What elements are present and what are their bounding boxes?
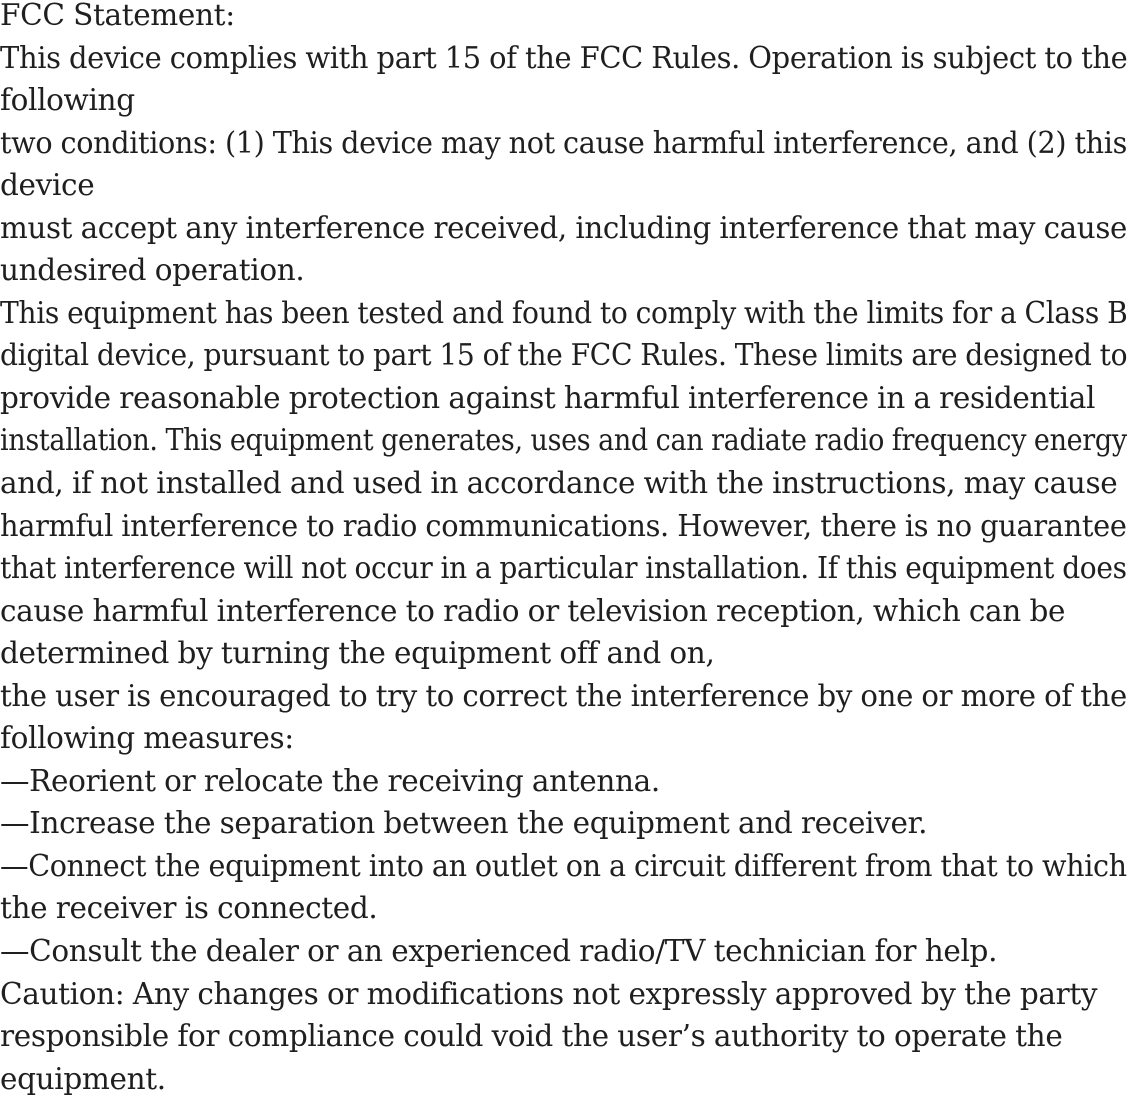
- document-heading: FCC Statement:: [0, 0, 235, 32]
- text-line: following: [0, 83, 135, 118]
- caution-line: responsible for compliance could void the user’s authority to operate the: [0, 1019, 1063, 1054]
- text-line: following measures:: [0, 721, 294, 756]
- text-line: harmful interference to radio communications. However, there is no guarantee: [0, 508, 1127, 543]
- caution-line: Caution: Any changes or modifications not expressly approved by the party: [0, 976, 1098, 1011]
- text-line: provide reasonable protection against harmful interference in a residential: [0, 380, 1096, 415]
- caution-line: equipment.: [0, 1061, 166, 1096]
- measure-item: —Reorient or relocate the receiving antenna.: [0, 763, 660, 798]
- text-line: and, if not installed and used in accordance with the instructions, may cause: [0, 466, 1118, 501]
- text-line: This equipment has been tested and found to comply with the limits for a Class B: [0, 295, 1127, 330]
- measure-item: —Connect the equipment into an outlet on a circuit different from that to which: [0, 848, 1127, 883]
- text-line: digital device, pursuant to part 15 of the FCC Rules. These limits are designed to: [0, 338, 1127, 373]
- measure-item: —Increase the separation between the equipment and receiver.: [0, 806, 928, 841]
- text-line: installation. This equipment generates, uses and can radiate radio frequency energy: [0, 423, 1127, 458]
- text-line: the user is encouraged to try to correct the interference by one or more of the: [0, 678, 1127, 713]
- text-line: two conditions: (1) This device may not cause harmful interference, and (2) this: [0, 125, 1127, 160]
- text-line: This device complies with part 15 of the FCC Rules. Operation is subject to the: [0, 40, 1127, 75]
- text-line: must accept any interference received, including interference that may cause: [0, 210, 1127, 245]
- text-line: the receiver is connected.: [0, 891, 378, 926]
- text-line: cause harmful interference to radio or television reception, which can be: [0, 593, 1066, 628]
- text-line: undesired operation.: [0, 253, 305, 288]
- measure-item: —Consult the dealer or an experienced radio/TV technician for help.: [0, 934, 998, 969]
- text-line: determined by turning the equipment off and on,: [0, 636, 715, 671]
- text-line: device: [0, 168, 95, 203]
- text-line: that interference will not occur in a particular installation. If this equipment does: [0, 551, 1127, 586]
